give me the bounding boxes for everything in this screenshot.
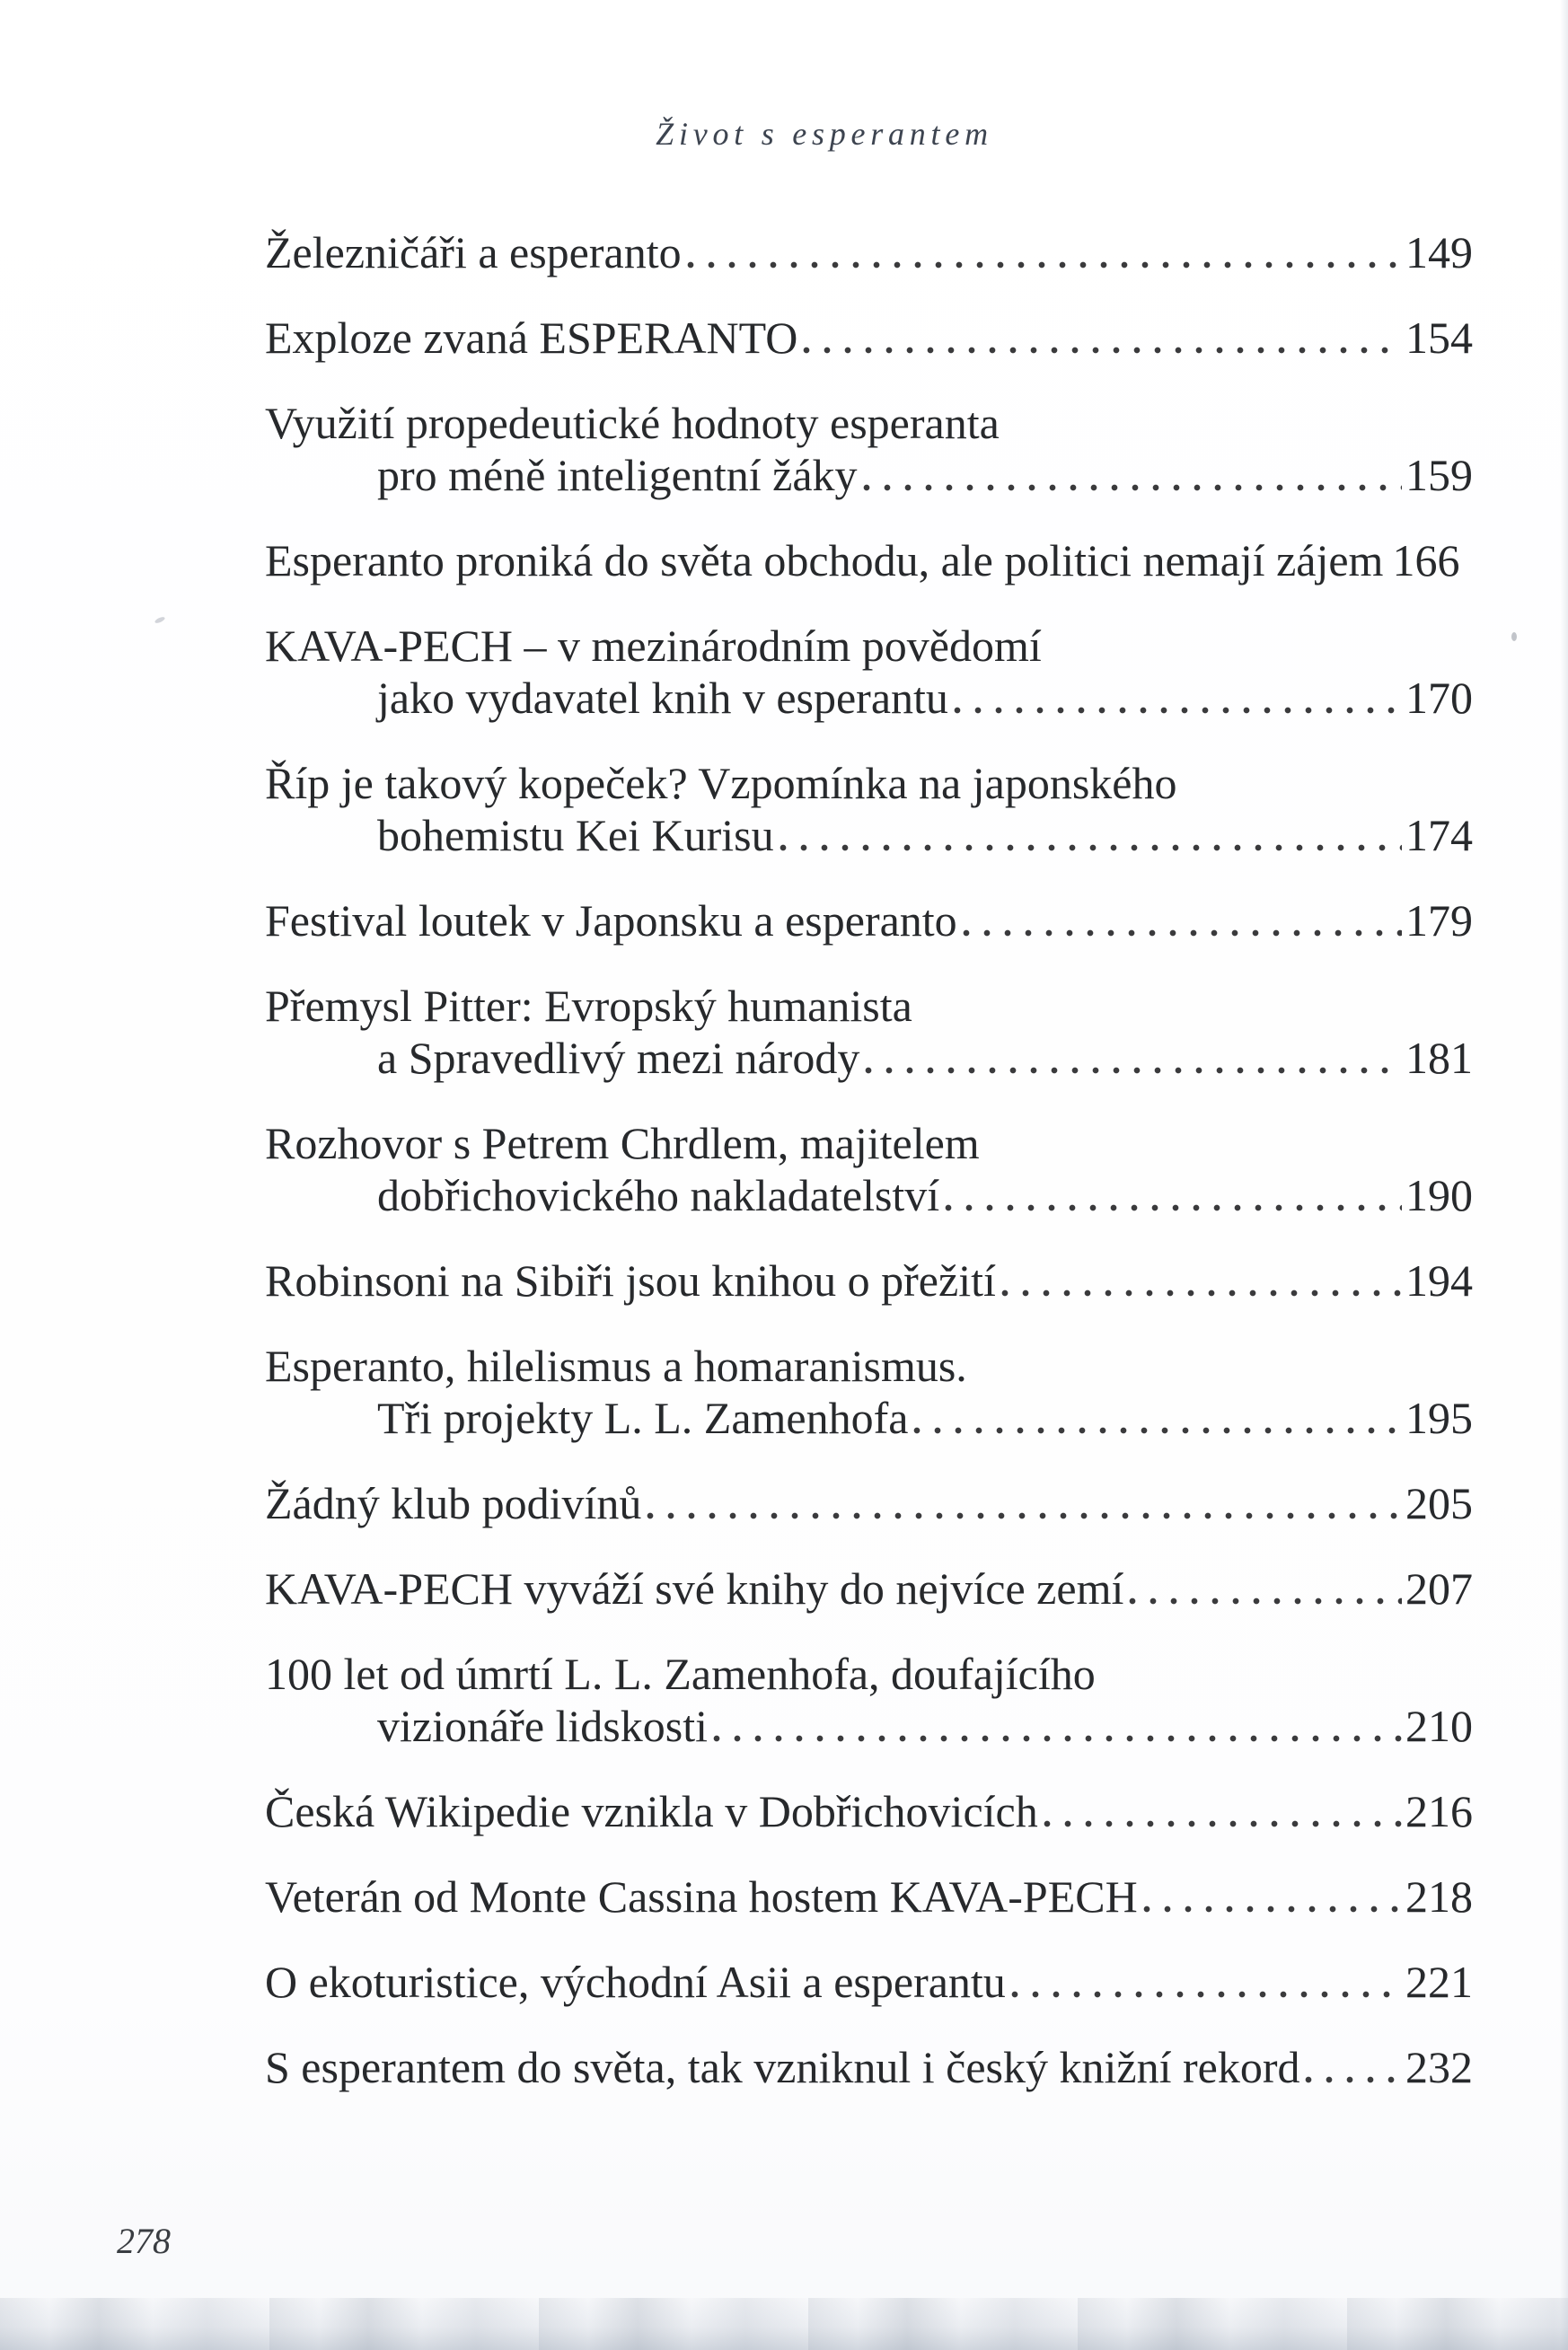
toc-page-number: 149 (1405, 227, 1473, 277)
toc-entry-title: Česká Wikipedie vznikla v Dobřichovicích (265, 1786, 1038, 1836)
toc-entry-title: bohemistu Kei Kurisu (377, 810, 774, 860)
toc-entry-row (265, 1562, 1473, 1615)
toc-entry-row (265, 312, 1473, 364)
dot-leader (780, 820, 1402, 861)
toc-entry-title: Exploze zvaná ESPERANTO (265, 312, 798, 363)
toc-entry-row (265, 2041, 1473, 2093)
scan-edge-artifact (1560, 0, 1568, 2350)
toc-page-number: 207 (1405, 1563, 1473, 1614)
dot-leader (1305, 2052, 1402, 2093)
toc-entry-title: KAVA-PECH vyváží své knihy do nejvíce zemí (265, 1563, 1124, 1614)
toc-entry-row (265, 1870, 1473, 1923)
toc-entry (265, 2041, 1473, 2093)
dot-leader (1011, 1967, 1402, 2008)
toc-page-number: 218 (1405, 1871, 1473, 1922)
toc-entry-row (265, 1032, 1473, 1084)
dot-leader (963, 905, 1402, 946)
toc-entry-title: Robinsoni na Sibiři jsou knihou o přežití (265, 1255, 996, 1306)
scan-speck (154, 616, 166, 625)
toc-entry-row (265, 1254, 1473, 1307)
dot-leader (863, 460, 1402, 501)
toc-entry-row (265, 449, 1473, 501)
toc-entry (265, 1785, 1473, 1837)
toc-entry-title: Veterán od Monte Cassina hostem KAVA-PECH (265, 1871, 1138, 1922)
toc-entry-title: Železničáři a esperanto (265, 227, 682, 277)
toc-entry-title: Žádný klub podivínů (265, 1478, 642, 1528)
dot-leader (1143, 1881, 1402, 1923)
dot-leader (1044, 1796, 1402, 1837)
toc-page-number: 174 (1405, 810, 1473, 860)
toc-entry (265, 757, 1473, 861)
toc-entry (265, 226, 1473, 278)
toc-entry-title: vizionáře lidskosti (377, 1701, 708, 1751)
toc-entry (265, 312, 1473, 364)
dot-leader (803, 322, 1402, 364)
toc-entry-title: O ekoturistice, východní Asii a esperantu (265, 1957, 1006, 2007)
dot-leader (913, 1403, 1402, 1444)
toc-page-number: 166 (1392, 535, 1460, 585)
page-number: 278 (117, 2221, 171, 2261)
toc-entry (265, 1477, 1473, 1529)
scan-edge-artifact (0, 2298, 1568, 2350)
toc-entry-row (265, 894, 1473, 946)
toc-entry-row (265, 1785, 1473, 1837)
toc-entry-line: Esperanto, hilelismus a homaranismus. (265, 1341, 967, 1391)
toc-entry-line: KAVA-PECH – v mezinárodním povědomí (265, 621, 1042, 671)
toc-entry-row (265, 1392, 1473, 1444)
toc-entry (265, 1648, 1473, 1752)
dot-leader (713, 1711, 1402, 1752)
toc-entry-row (265, 1700, 1473, 1752)
toc-entry-row (265, 809, 1473, 861)
toc-entry-title: Tři projekty L. L. Zamenhofa (377, 1393, 909, 1443)
toc-entry-line: 100 let od úmrtí L. L. Zamenhofa, doufajícího (265, 1649, 1096, 1699)
toc-entry (265, 1870, 1473, 1923)
toc-page-number: 232 (1405, 2042, 1473, 2092)
toc-entry-line: Říp je takový kopeček? Vzpomínka na japonského (265, 758, 1177, 808)
scan-speck (1511, 632, 1517, 641)
toc-page-number: 194 (1405, 1255, 1473, 1306)
toc-entry-title: Esperanto proniká do světa obchodu, ale politici nemají zájem (265, 535, 1384, 585)
toc-entry (265, 1956, 1473, 2008)
toc-entry-row (265, 534, 1473, 586)
toc-entry (265, 980, 1473, 1084)
table-of-contents (265, 226, 1473, 2126)
dot-leader (647, 1488, 1402, 1529)
toc-entry-row (265, 1477, 1473, 1529)
toc-page-number: 210 (1405, 1701, 1473, 1751)
toc-page-number: 195 (1405, 1393, 1473, 1443)
toc-entry-title: dobřichovického nakladatelství (377, 1170, 940, 1220)
toc-entry-title: pro méně inteligentní žáky (377, 450, 858, 500)
toc-page-number: 221 (1405, 1957, 1473, 2007)
toc-page-number: 154 (1405, 312, 1473, 363)
toc-entry-line: Přemysl Pitter: Evropský humanista (265, 981, 912, 1031)
toc-page-number: 190 (1405, 1170, 1473, 1220)
dot-leader (945, 1180, 1402, 1221)
toc-entry-title: S esperantem do světa, tak vzniknul i český knižní rekord (265, 2042, 1300, 2092)
toc-entry (265, 620, 1473, 724)
toc-entry-row (265, 226, 1473, 278)
toc-page-number: 216 (1405, 1786, 1473, 1836)
toc-entry (265, 1117, 1473, 1221)
toc-page-number: 205 (1405, 1478, 1473, 1528)
running-header: Život s esperantem (656, 116, 993, 152)
toc-entry (265, 894, 1473, 946)
toc-list (265, 226, 1473, 2093)
dot-leader (1001, 1265, 1402, 1307)
toc-page-number: 181 (1405, 1033, 1473, 1083)
toc-entry-row (265, 672, 1473, 724)
toc-entry-row (265, 1169, 1473, 1221)
toc-entry (265, 397, 1473, 501)
dot-leader (687, 237, 1402, 278)
toc-page-number: 159 (1405, 450, 1473, 500)
toc-entry-line: Rozhovor s Petrem Chrdlem, majitelem (265, 1118, 980, 1168)
dot-leader (1129, 1573, 1402, 1615)
toc-entry-row (265, 1956, 1473, 2008)
dot-leader (954, 682, 1402, 724)
toc-entry (265, 534, 1473, 586)
toc-entry (265, 1562, 1473, 1615)
toc-entry-title: a Spravedlivý mezi národy (377, 1033, 860, 1083)
toc-page-number: 179 (1405, 895, 1473, 946)
toc-page-number: 170 (1405, 673, 1473, 723)
toc-entry-line: Využití propedeutické hodnoty esperanta (265, 398, 1000, 448)
toc-entry (265, 1340, 1473, 1444)
toc-entry (265, 1254, 1473, 1307)
toc-entry-title: Festival loutek v Japonsku a esperanto (265, 895, 957, 946)
dot-leader (865, 1043, 1402, 1084)
toc-entry-title: jako vydavatel knih v esperantu (377, 673, 948, 723)
